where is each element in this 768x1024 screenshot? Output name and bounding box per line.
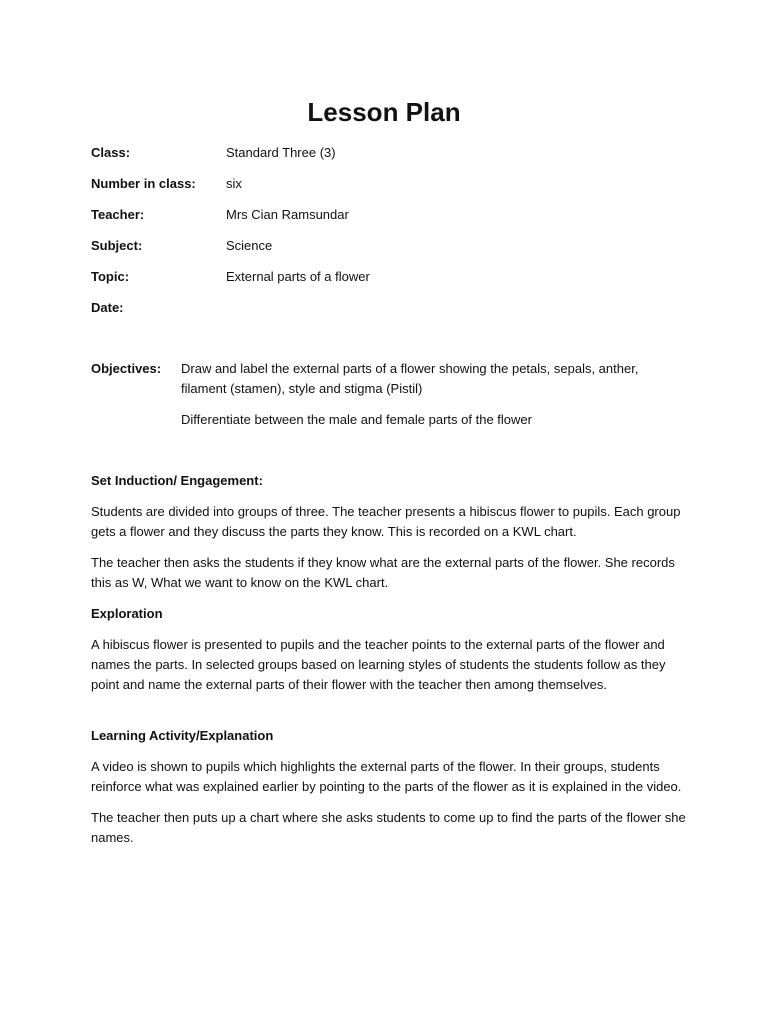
objectives-list	[181, 359, 686, 441]
info-label: Number in class:	[91, 176, 196, 191]
info-value: External parts of a flower	[226, 269, 370, 284]
info-label: Topic:	[91, 269, 130, 284]
info-label: Subject:	[91, 238, 143, 253]
info-label: Class:	[91, 145, 131, 160]
lesson-body	[91, 471, 686, 859]
info-row-class	[91, 143, 691, 174]
exploration-paragraph: A hibiscus flower is presented to pupils and the teacher points to the external parts of the flower and names the parts. In selected groups based on learning styles of students the students follow as they point and name the external parts of their flower with the teacher then among themselves.	[91, 637, 666, 692]
page-title: Lesson Plan	[307, 97, 461, 127]
info-row-subject	[91, 236, 691, 267]
set-induction-heading: Set Induction/ Engagement:	[91, 473, 263, 488]
set-induction-paragraph: The teacher then asks the students if they know what are the external parts of the flower. She records this as W, What we want to know on the KWL chart.	[91, 555, 675, 590]
objective-item: Draw and label the external parts of a flower showing the petals, sepals, anther, filament (stamen), style and stigma (Pistil)	[181, 361, 639, 396]
info-value: Standard Three (3)	[226, 145, 336, 160]
exploration-heading: Exploration	[91, 606, 163, 621]
info-row-number-in-class	[91, 174, 691, 205]
info-value: Mrs Cian Ramsundar	[226, 207, 349, 222]
info-label: Date:	[91, 300, 124, 315]
info-row-date	[91, 298, 691, 329]
objectives-label: Objectives:	[91, 361, 162, 376]
info-row-teacher	[91, 205, 691, 236]
info-value: Science	[226, 238, 273, 253]
lesson-info	[91, 143, 691, 329]
learning-activity-heading: Learning Activity/Explanation	[91, 728, 274, 743]
set-induction-paragraph: Students are divided into groups of three. The teacher presents a hibiscus flower to pupils. Each group gets a flower and they discuss the parts they know. This is recorded on a KWL chart.	[91, 504, 681, 539]
section-spacer	[91, 706, 686, 726]
objective-item: Differentiate between the male and female parts of the flower	[181, 412, 532, 427]
info-row-topic	[91, 267, 691, 298]
info-label: Teacher:	[91, 207, 145, 222]
learning-activity-paragraph: A video is shown to pupils which highlights the external parts of the flower. In their groups, students reinforce what was explained earlier by pointing to the parts of the flower as it is explained in the video.	[91, 759, 682, 794]
learning-activity-paragraph: The teacher then puts up a chart where she asks students to come up to find the parts of the flower she names.	[91, 810, 686, 845]
info-value: six	[226, 176, 242, 191]
